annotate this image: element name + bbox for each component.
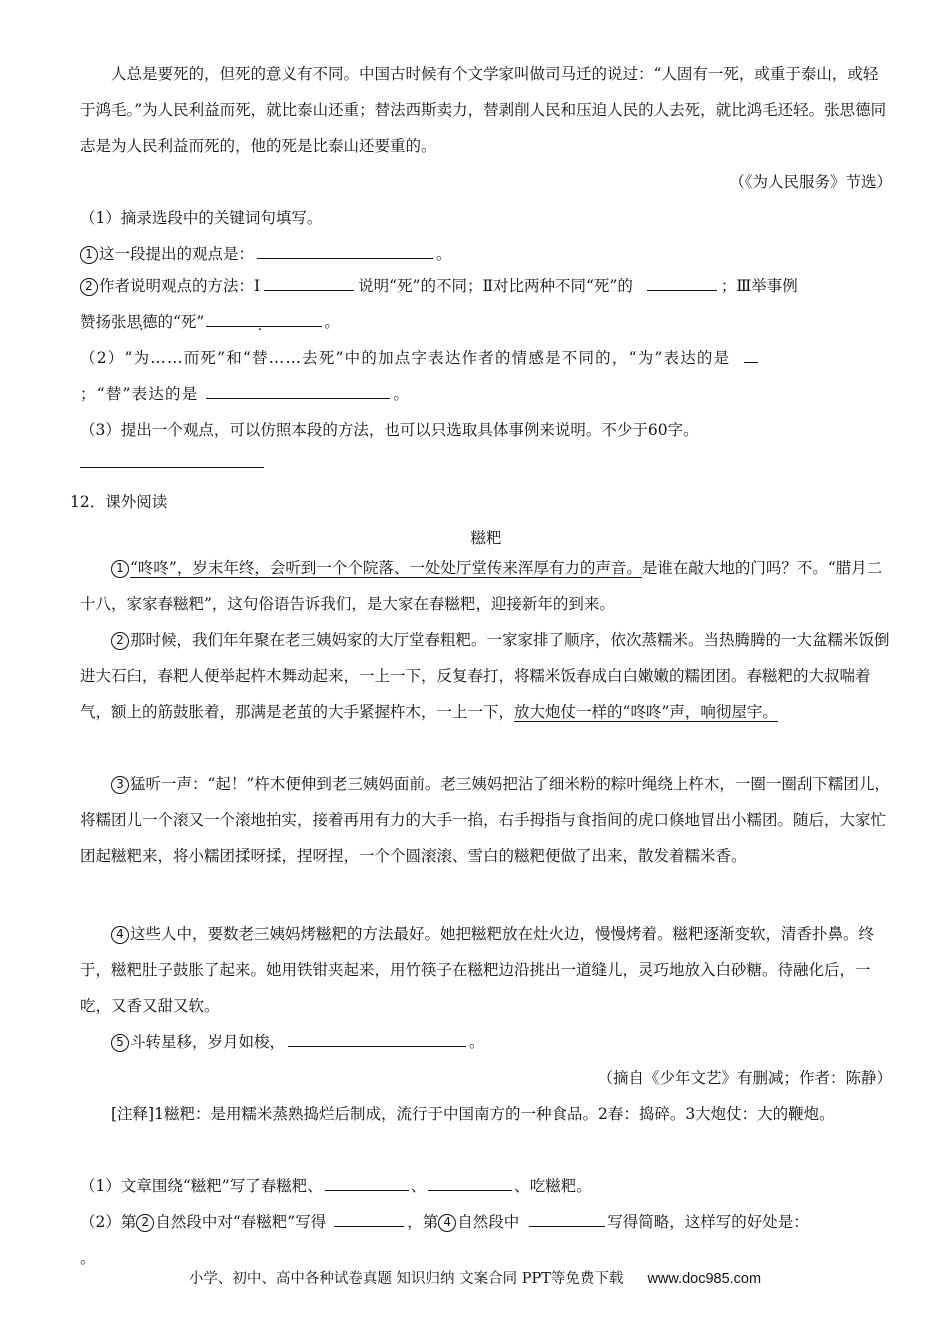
passage-source: （《为人民服务》节选） xyxy=(729,173,892,191)
article-paragraph-1: 1 “咚咚”，岁末年终，会听到一个个院落、一处处厅堂传来浑厚有力的声音。是谁在敲大地的门吗？不。“腊月二十八，家家春糍粑”，这句俗语告诉我们，是大家在春糍粑，迎接新年的到来。 xyxy=(80,559,883,613)
answer-blank[interactable] xyxy=(529,1208,605,1227)
answer-line[interactable] xyxy=(80,467,264,468)
answer-blank[interactable] xyxy=(206,308,322,327)
answer-blank[interactable] xyxy=(428,1172,512,1191)
section-heading: 12．课外阅读 xyxy=(70,493,168,511)
answer-blank[interactable] xyxy=(264,272,354,291)
answer-blank[interactable] xyxy=(647,272,717,291)
circled-number: 1 xyxy=(111,560,129,578)
question-1-title: （1）摘录选段中的关键词句填写。 xyxy=(80,209,323,227)
circled-number: 4 xyxy=(438,1214,456,1232)
emphasis-dot-char: 为 xyxy=(133,349,151,367)
answer-blank[interactable] xyxy=(334,1208,404,1227)
answer-blank[interactable] xyxy=(744,344,758,363)
circled-number: 3 xyxy=(111,776,129,794)
article-source: （摘自《少年文艺》有删减；作者：陈静） xyxy=(597,1069,892,1087)
article-title: 糍粑 xyxy=(470,529,502,547)
page-footer: 小学、初中、高中各种试卷真题 知识归纳 文案合同 PPT等免费下载 www.doc985.com xyxy=(188,1271,762,1287)
circled-number: 2 xyxy=(111,632,129,650)
answer-blank[interactable] xyxy=(288,1028,466,1047)
article-note: [注释]1糍粑：是用糯米蒸熟捣烂后制成，流行于中国南方的一种食品。2春：捣碎。3大炮仗：大的鞭炮。 xyxy=(111,1105,835,1123)
article-paragraph-5: 5 斗转星移，岁月如梭， 。 xyxy=(80,1024,892,1060)
passage-paragraph: 人总是要死的，但死的意义有不同。中国古时候有个文学家叫做司马迁的说过：“人固有一死，或重于泰山，或轻于鸿毛。”为人民利益而死，就比泰山还重；替法西斯卖力，替剥削人民和压迫人民的人去死，就比鸿毛还轻。张思德同志是为人民利益而死的，他的死是比泰山还要重的。 xyxy=(80,65,887,155)
article-paragraph-3: 3 猛听一声：“起！”杵木便伸到老三姨妈面前。老三姨妈把沾了细米粉的粽叶绳绕上杵木，一圈一圈刮下糯团儿，将糯团儿一个滚又一个滚地拍实，接着再用有力的大手一掐，右手拇指与食指间的虎口倏地冒出小糯团。随后，大家忙团起糍粑来，将小糯团揉呀揉，捏呀捏，一个个圆滚滚、雪白的糍粑便做了出来，散发着糯米香。 xyxy=(80,775,890,865)
answer-blank[interactable] xyxy=(206,380,390,399)
article-paragraph-4: 4 这些人中，要数老三姨妈烤糍粑的方法最好。她把糍粑放在灶火边，慢慢烤着。糍粑逐渐变软，清香扑鼻。终于，糍粑肚子鼓胀了起来。她用铁钳夹起来，用竹筷子在糍粑边沿挑出一道缝儿，灵巧地放入白砂糖。待融化后，一吃，又香又甜又软。 xyxy=(80,925,875,1015)
question-1-item-1: 1 这一段提出的观点是： 。 xyxy=(80,236,892,272)
circled-number: 2 xyxy=(80,278,98,296)
circled-number: 5 xyxy=(111,1034,129,1052)
article-question-2: （2）第 2 自然段中对“春糍粑”写得 ，第 4 自然段中 写得简略，这样写的好处是： 。 xyxy=(80,1204,892,1276)
circled-number: 2 xyxy=(136,1214,154,1232)
emphasis-dot-char: 替 xyxy=(252,349,269,367)
answer-blank[interactable] xyxy=(325,1172,409,1191)
article-paragraph-2: 2 那时候，我们年年聚在老三姨妈家的大厅堂春粗粑。一家家排了顺序，依次蒸糯米。当热腾腾的一大盆糯米饭倒进大石臼，春粑人便举起杵木舞动起来，一上一下，反复春打，将糯米饭春成白白嫩嫩的糯团团。春糍粑的大叔喘着气，额上的筋鼓胀着，那满是老茧的大手紧握杵木，一上一下，放大炮仗一样的“咚咚”声，响彻屋宇。 xyxy=(80,631,890,721)
circled-number: 1 xyxy=(80,246,98,264)
question-3: （3）提出一个观点，可以仿照本段的方法，也可以只选取具体事例来说明。不少于60字。 xyxy=(80,421,699,439)
article-question-1: （1）文章围绕“糍粑”写了春糍粑、 、 、吃糍粑。 xyxy=(80,1168,892,1204)
answer-blank[interactable] xyxy=(257,240,433,259)
circled-number: 4 xyxy=(111,926,129,944)
question-2: （2）“为……而死”和“替……去死”中的加点字表达作者的情感是不同的，“为”表达的是 ；“替”表达的是 。 xyxy=(80,340,892,412)
footer-url[interactable]: www.doc985.com xyxy=(647,1271,762,1287)
question-1-item-2: 2 作者说明观点的方法：Ⅰ 说明“死”的不同；Ⅱ对比两种不同“死”的 ；Ⅲ举事例 赞扬张思德的“死” 。 xyxy=(80,268,892,340)
